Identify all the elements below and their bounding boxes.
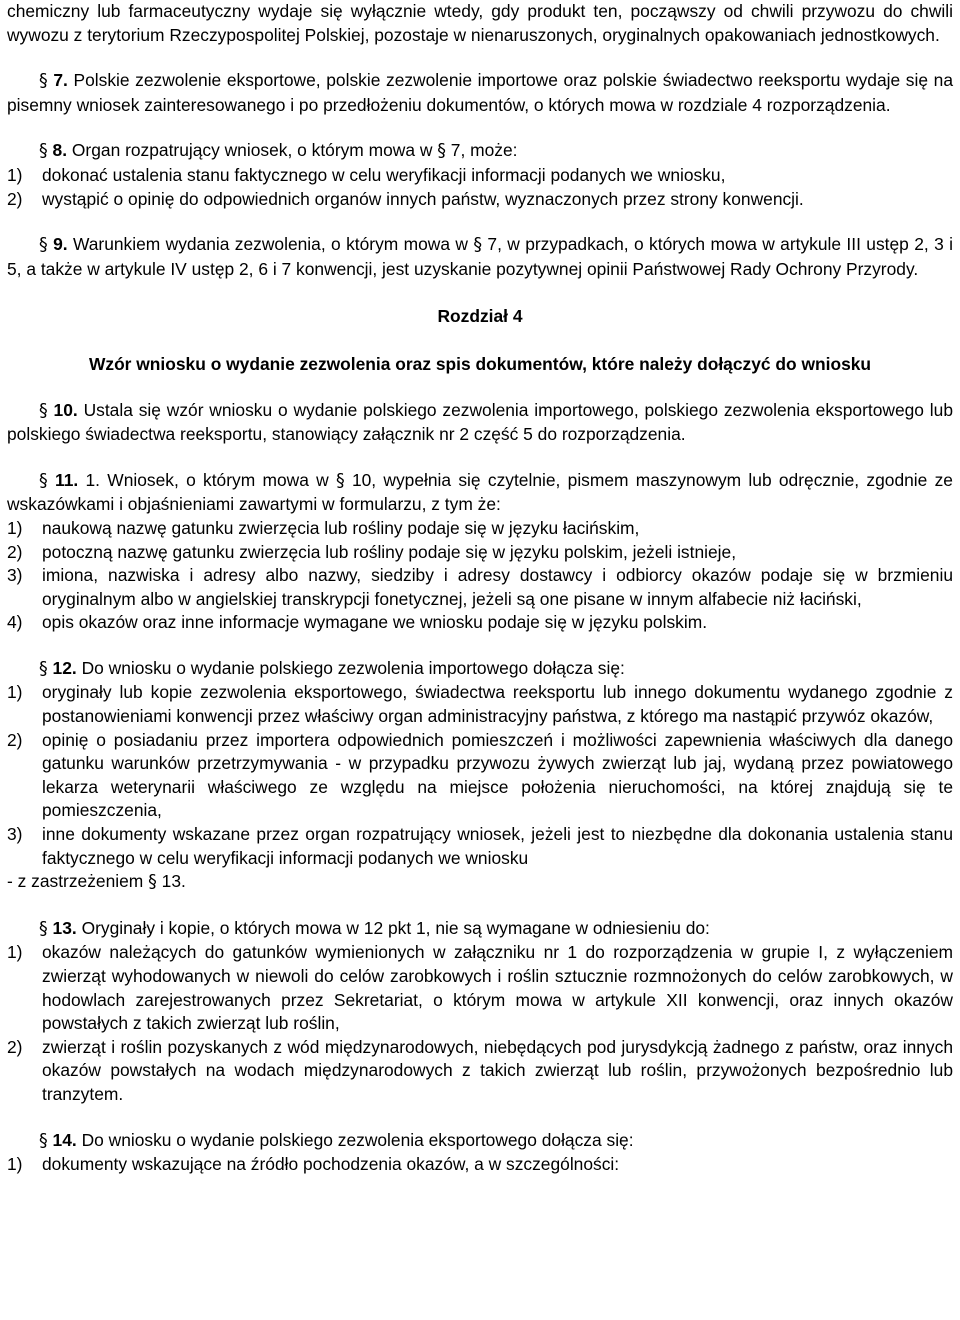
- section-11-list: [7, 517, 953, 635]
- section-11-text-a: Wniosek, o którym mowa w: [107, 469, 336, 490]
- section-12-tail: - z zastrzeżeniem § 13.: [7, 871, 186, 893]
- section-7-number: 7.: [53, 70, 68, 91]
- section-7: [7, 69, 953, 117]
- list-item: 2) zwierząt i roślin pozyskanych z wód międzynarodowych, niebędących pod jurysdykcją żadnego z państw, oraz innych okazów powstałych na wodach międzynarodowych z takich zwierząt lub roślin, przywożonych bezpośrednio lub tranzytem.: [7, 1036, 953, 1104]
- section-9-number: 9.: [53, 234, 68, 255]
- chapter-subtitle: Wzór wniosku o wydanie zezwolenia oraz spis dokumentów, które należy dołączyć do wniosku: [88, 353, 872, 374]
- list-item: 4) opis okazów oraz inne informacje wymagane we wniosku podaje się w języku polskim.: [7, 612, 708, 633]
- section-12-text: Do wniosku o wydanie polskiego zezwolenia importowego dołącza się:: [81, 657, 625, 678]
- section-11-sub: 1.: [85, 469, 100, 490]
- section-sign: §: [473, 235, 483, 256]
- section-14: [7, 1129, 953, 1177]
- section-sign: §: [39, 658, 48, 679]
- section-8-text-a: Organ rozpatrujący wniosek, o którym mowa w: [71, 140, 438, 161]
- section-sign: §: [39, 400, 48, 421]
- section-11-number: 11.: [54, 469, 79, 490]
- section-12-list: [7, 681, 953, 870]
- list-item: 1) naukową nazwę gatunku zwierzęcia lub rośliny podaje się w języku łacińskim,: [7, 517, 640, 538]
- section-13-number: 13.: [52, 917, 77, 938]
- list-item: 2) potoczną nazwę gatunku zwierzęcia lub rośliny podaje się w języku polskim, jeżeli istnieje,: [7, 541, 737, 562]
- section-sign: §: [39, 1130, 48, 1151]
- section-11-text-b: 10, wypełnia się czytelnie, pismem maszynowym lub odręcznie, zgodnie ze wskazówkami i objaśnieniami zawartymi w formularzu, z tym że:: [7, 469, 953, 515]
- section-sign: §: [335, 470, 345, 491]
- list-item: 3) imiona, nazwiska i adresy albo nazwy, siedziby i adresy dostawcy i odbiorcy okazów podaje się w brzmieniu oryginalnym albo w angielskiej transkrypcji fonetycznej, jeżeli są one pisane w innym alfabecie niż łaciński,: [7, 565, 953, 609]
- section-13-text: Oryginały i kopie, o których mowa w 12 pkt 1, nie są wymagane w odniesieniu do:: [81, 917, 710, 938]
- section-12-number: 12.: [52, 657, 77, 678]
- section-10-text: Ustala się wzór wniosku o wydanie polskiego zezwolenia importowego, polskiego zezwolenia eksportowego lub polskiego świadectwa reeksportu, stanowiący załącznik nr 2 część 5 do rozporządzenia.: [7, 399, 953, 445]
- section-sign: §: [148, 872, 157, 893]
- section-11: [7, 469, 953, 635]
- section-sign: §: [39, 470, 48, 491]
- intro-paragraph: chemiczny lub farmaceutyczny wydaje się wyłącznie wtedy, gdy produkt ten, począwszy od chwili przywozu do chwili wywozu z terytorium Rzeczypospolitej Polskiej, pozostaje w nienaruszonych, oryginalnych opakowaniach jednostkowych.: [7, 1, 953, 45]
- section-8: [7, 139, 953, 211]
- section-sign: §: [39, 918, 48, 939]
- section-13-list: [7, 941, 953, 1106]
- list-item: 1) okazów należących do gatunków wymienionych w załączniku nr 1 do rozporządzenia w grupie I, z wyłączeniem zwierząt wyhodowanych w niewoli do celów zarobkowych i roślin sztucznie rozmnożonych do celów zarobkowych, w hodowlach zarejestrowanych przez Sekretariat, o którym mowa w artykule XII konwencji, oraz innych okazów powstałych z takich zwierząt lub roślin,: [7, 942, 953, 1034]
- list-item: 1) dokumenty wskazujące na źródło pochodzenia okazów, a w szczególności:: [7, 1154, 620, 1175]
- section-9: [7, 233, 953, 281]
- section-9-text-a: Warunkiem wydania zezwolenia, o którym mowa w: [72, 234, 474, 255]
- section-14-list: [7, 1153, 953, 1177]
- section-10-number: 10.: [53, 399, 78, 420]
- section-sign: §: [39, 235, 48, 256]
- section-8-text-b: 7, może:: [445, 140, 518, 161]
- list-item: 2) opinię o posiadaniu przez importera odpowiednich pomieszczeń i możliwości zapewnienia właściwych dla danego gatunku warunków przetrzymywania - w przypadku przywozu żywych zwierząt lub jaj, wydaną przez powiatowego lekarza weterynarii właściwego ze względu na miejsce położenia nieruchomości, na której znajdują się te pomieszczenia,: [7, 729, 953, 821]
- section-10: [7, 399, 953, 447]
- section-sign: §: [39, 71, 48, 92]
- section-sign: §: [437, 141, 446, 162]
- list-item: 3) inne dokumenty wskazane przez organ rozpatrujący wniosek, jeżeli jest to niezbędne dla dokonania ustalenia stanu faktycznego w celu weryfikacji informacji podanych we wniosku: [7, 824, 953, 868]
- section-8-list: [7, 164, 953, 211]
- section-13: [7, 917, 953, 1107]
- section-12: [7, 657, 953, 895]
- section-8-number: 8.: [52, 140, 68, 161]
- list-item: 1) oryginały lub kopie zezwolenia eksportowego, świadectwa reeksportu lub innego dokumentu wydanego zgodnie z postanowieniami konwencji przez właściwy organ administracyjny państwa, z którego ma nastąpić przywóz okazów,: [7, 682, 953, 727]
- list-item: 1) dokonać ustalenia stanu faktycznego w celu weryfikacji informacji podanych we wniosku,: [7, 164, 726, 185]
- list-item: 2) wystąpić o opinię do odpowiednich organów innych państw, wyznaczonych przez strony konwencji.: [7, 188, 804, 209]
- section-14-number: 14.: [52, 1129, 77, 1150]
- section-14-text: Do wniosku o wydanie polskiego zezwolenia eksportowego dołącza się:: [81, 1129, 634, 1150]
- section-9-text-b: 7, w przypadkach, o których mowa w artykule III ustęp 2, 3 i 5, a także w artykule IV ustęp 2, 6 i 7 konwencji, jest uzyskanie pozytywnej opinii Państwowej Rady Ochrony Przyrody.: [7, 234, 953, 279]
- section-sign: §: [39, 141, 48, 162]
- section-7-text: Polskie zezwolenie eksportowe, polskie zezwolenie importowe oraz polskie świadectwo reeksportu wydaje się na pisemny wniosek zainteresowanego i po przedłożeniu dokumentów, o których mowa w rozdziale 4 rozporządzenia.: [7, 70, 953, 115]
- chapter-title: Rozdział 4: [437, 306, 523, 327]
